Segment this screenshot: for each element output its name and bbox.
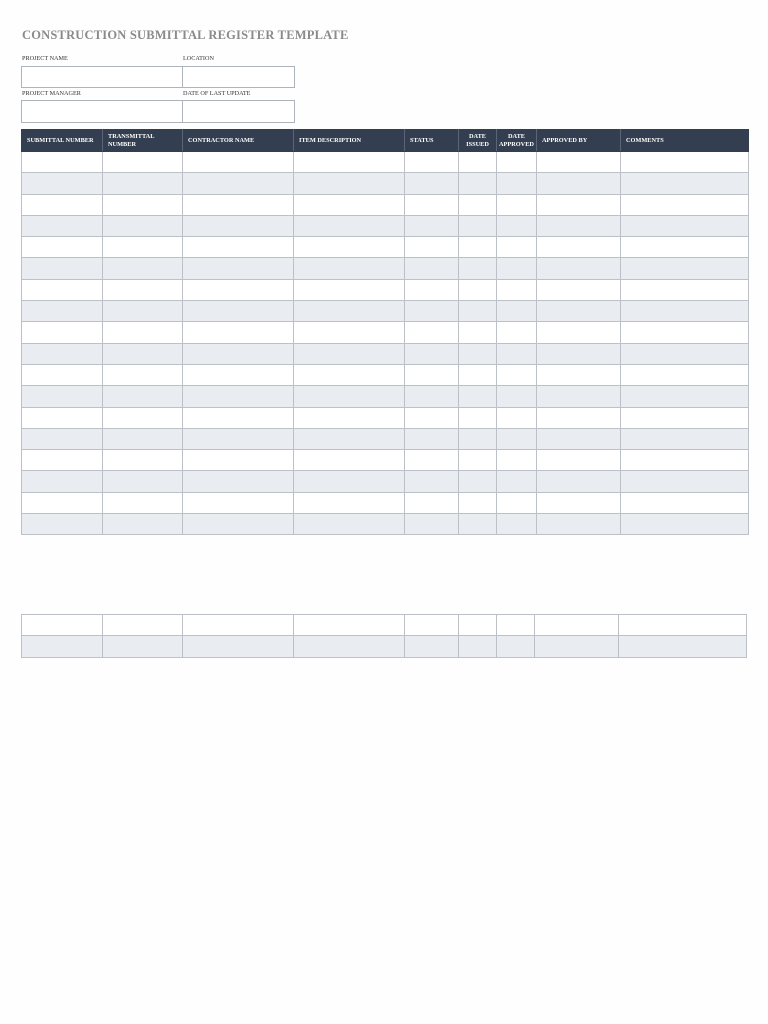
cell-submittal-number[interactable] <box>22 301 103 322</box>
cell-submittal-number[interactable] <box>22 152 103 173</box>
cell-date-issued[interactable] <box>459 471 497 492</box>
table-row <box>22 173 749 194</box>
cell-status[interactable] <box>405 194 459 215</box>
cell-contractor-name[interactable] <box>183 364 294 385</box>
cell-comments[interactable] <box>620 407 748 428</box>
cell-contractor-name[interactable] <box>183 636 294 657</box>
date-of-last-update-field[interactable] <box>182 100 295 123</box>
cell-approved-by[interactable] <box>536 450 620 471</box>
cell-status[interactable] <box>405 386 459 407</box>
cell-date-issued[interactable] <box>459 194 497 215</box>
cell-transmittal-number[interactable] <box>103 152 183 173</box>
cell-approved-by[interactable] <box>536 237 620 258</box>
cell-item-description[interactable] <box>294 194 405 215</box>
cell-contractor-name[interactable] <box>183 407 294 428</box>
cell-date-issued[interactable] <box>459 636 497 657</box>
cell-date-issued[interactable] <box>459 428 497 449</box>
cell-transmittal-number[interactable] <box>103 615 183 636</box>
cell-approved-by[interactable] <box>536 492 620 513</box>
cell-item-description[interactable] <box>294 514 405 535</box>
cell-date-approved[interactable] <box>497 514 537 535</box>
cell-date-issued[interactable] <box>459 407 497 428</box>
table-header-row <box>22 130 749 152</box>
cell-approved-by[interactable] <box>536 343 620 364</box>
project-manager-label: PROJECT MANAGER <box>22 90 81 97</box>
cell-item-description[interactable] <box>294 173 405 194</box>
cell-submittal-number[interactable] <box>22 636 103 657</box>
cell-comments[interactable] <box>620 492 748 513</box>
header-transmittal-number: TRANSMITTAL NUMBER <box>103 130 183 152</box>
cell-date-issued[interactable] <box>459 173 497 194</box>
cell-item-description[interactable] <box>294 343 405 364</box>
cell-comments[interactable] <box>620 279 748 300</box>
cell-date-approved[interactable] <box>497 615 535 636</box>
cell-contractor-name[interactable] <box>183 343 294 364</box>
cell-item-description[interactable] <box>294 237 405 258</box>
cell-comments[interactable] <box>620 173 748 194</box>
cell-comments[interactable] <box>620 514 748 535</box>
cell-comments[interactable] <box>619 636 747 657</box>
cell-comments[interactable] <box>620 194 748 215</box>
cell-comments[interactable] <box>619 615 747 636</box>
cell-item-description[interactable] <box>294 215 405 236</box>
cell-date-issued[interactable] <box>459 343 497 364</box>
cell-item-description[interactable] <box>294 407 405 428</box>
cell-transmittal-number[interactable] <box>103 215 183 236</box>
cell-date-approved[interactable] <box>497 471 537 492</box>
cell-submittal-number[interactable] <box>22 194 103 215</box>
cell-approved-by[interactable] <box>536 514 620 535</box>
cell-submittal-number[interactable] <box>22 615 103 636</box>
cell-transmittal-number[interactable] <box>103 450 183 471</box>
cell-approved-by[interactable] <box>536 258 620 279</box>
cell-comments[interactable] <box>620 450 748 471</box>
cell-status[interactable] <box>405 173 459 194</box>
cell-transmittal-number[interactable] <box>103 343 183 364</box>
cell-date-issued[interactable] <box>459 152 497 173</box>
cell-contractor-name[interactable] <box>183 215 294 236</box>
cell-approved-by[interactable] <box>536 364 620 385</box>
table-row <box>22 364 749 385</box>
cell-approved-by[interactable] <box>536 407 620 428</box>
cell-date-issued[interactable] <box>459 450 497 471</box>
cell-item-description[interactable] <box>294 492 405 513</box>
cell-date-issued[interactable] <box>459 279 497 300</box>
cell-contractor-name[interactable] <box>183 428 294 449</box>
cell-transmittal-number[interactable] <box>103 237 183 258</box>
cell-status[interactable] <box>405 322 459 343</box>
cell-contractor-name[interactable] <box>183 450 294 471</box>
cell-status[interactable] <box>405 514 459 535</box>
cell-submittal-number[interactable] <box>22 514 103 535</box>
cell-status[interactable] <box>405 237 459 258</box>
table-row <box>22 279 749 300</box>
table-row <box>22 514 749 535</box>
project-manager-field[interactable] <box>21 100 183 123</box>
cell-approved-by[interactable] <box>536 301 620 322</box>
table-row <box>22 258 749 279</box>
cell-submittal-number[interactable] <box>22 428 103 449</box>
cell-status[interactable] <box>405 364 459 385</box>
cell-transmittal-number[interactable] <box>103 258 183 279</box>
cell-date-approved[interactable] <box>497 258 537 279</box>
cell-transmittal-number[interactable] <box>103 301 183 322</box>
cell-item-description[interactable] <box>294 636 405 657</box>
cell-transmittal-number[interactable] <box>103 322 183 343</box>
cell-date-approved[interactable] <box>497 407 537 428</box>
cell-item-description[interactable] <box>294 386 405 407</box>
cell-approved-by[interactable] <box>536 152 620 173</box>
cell-status[interactable] <box>405 301 459 322</box>
header-comments: COMMENTS <box>620 130 748 152</box>
cell-contractor-name[interactable] <box>183 194 294 215</box>
cell-approved-by[interactable] <box>536 322 620 343</box>
cell-contractor-name[interactable] <box>183 471 294 492</box>
location-field[interactable] <box>182 66 295 88</box>
cell-status[interactable] <box>405 407 459 428</box>
table-row <box>22 215 749 236</box>
header-date-issued: DATE ISSUED <box>459 130 497 152</box>
cell-comments[interactable] <box>620 428 748 449</box>
cell-transmittal-number[interactable] <box>103 492 183 513</box>
cell-contractor-name[interactable] <box>183 152 294 173</box>
submittal-register-table <box>21 129 749 535</box>
cell-comments[interactable] <box>620 237 748 258</box>
cell-status[interactable] <box>405 636 459 657</box>
cell-transmittal-number[interactable] <box>103 471 183 492</box>
cell-status[interactable] <box>405 152 459 173</box>
table-row <box>22 237 749 258</box>
table-row <box>22 615 747 636</box>
cell-transmittal-number[interactable] <box>103 173 183 194</box>
cell-date-issued[interactable] <box>459 258 497 279</box>
cell-date-approved[interactable] <box>497 194 537 215</box>
table-row <box>22 428 749 449</box>
cell-date-approved[interactable] <box>497 215 537 236</box>
cell-date-issued[interactable] <box>459 514 497 535</box>
cell-transmittal-number[interactable] <box>103 194 183 215</box>
cell-item-description[interactable] <box>294 301 405 322</box>
table-row <box>22 343 749 364</box>
cell-transmittal-number[interactable] <box>103 514 183 535</box>
cell-transmittal-number[interactable] <box>103 636 183 657</box>
cell-contractor-name[interactable] <box>183 258 294 279</box>
cell-contractor-name[interactable] <box>183 322 294 343</box>
cell-comments[interactable] <box>620 301 748 322</box>
table-row <box>22 471 749 492</box>
cell-status[interactable] <box>405 215 459 236</box>
table-row <box>22 194 749 215</box>
cell-submittal-number[interactable] <box>22 279 103 300</box>
cell-approved-by[interactable] <box>536 386 620 407</box>
cell-date-approved[interactable] <box>497 279 537 300</box>
cell-comments[interactable] <box>620 215 748 236</box>
header-date-approved: DATE APPROVED <box>497 130 537 152</box>
cell-approved-by[interactable] <box>536 194 620 215</box>
cell-comments[interactable] <box>620 152 748 173</box>
cell-date-issued[interactable] <box>459 492 497 513</box>
cell-submittal-number[interactable] <box>22 215 103 236</box>
cell-contractor-name[interactable] <box>183 615 294 636</box>
cell-status[interactable] <box>405 279 459 300</box>
cell-date-issued[interactable] <box>459 237 497 258</box>
cell-submittal-number[interactable] <box>22 450 103 471</box>
cell-date-approved[interactable] <box>497 301 537 322</box>
cell-date-approved[interactable] <box>497 492 537 513</box>
cell-contractor-name[interactable] <box>183 514 294 535</box>
cell-comments[interactable] <box>620 364 748 385</box>
cell-date-approved[interactable] <box>497 343 537 364</box>
table-row <box>22 386 749 407</box>
cell-status[interactable] <box>405 428 459 449</box>
cell-contractor-name[interactable] <box>183 237 294 258</box>
cell-approved-by[interactable] <box>536 279 620 300</box>
cell-transmittal-number[interactable] <box>103 364 183 385</box>
cell-submittal-number[interactable] <box>22 322 103 343</box>
cell-item-description[interactable] <box>294 450 405 471</box>
cell-approved-by[interactable] <box>535 615 619 636</box>
table-body <box>22 152 749 535</box>
document-title: CONSTRUCTION SUBMITTAL REGISTER TEMPLATE <box>22 28 349 42</box>
cell-approved-by[interactable] <box>536 471 620 492</box>
cell-approved-by[interactable] <box>536 173 620 194</box>
cell-contractor-name[interactable] <box>183 173 294 194</box>
cell-item-description[interactable] <box>294 615 405 636</box>
cell-comments[interactable] <box>620 386 748 407</box>
cell-contractor-name[interactable] <box>183 301 294 322</box>
cell-item-description[interactable] <box>294 152 405 173</box>
cell-submittal-number[interactable] <box>22 258 103 279</box>
cell-contractor-name[interactable] <box>183 492 294 513</box>
cell-date-approved[interactable] <box>497 386 537 407</box>
table-row <box>22 322 749 343</box>
cell-approved-by[interactable] <box>535 636 619 657</box>
header-contractor-name: CONTRACTOR NAME <box>183 130 294 152</box>
cell-item-description[interactable] <box>294 322 405 343</box>
cell-date-approved[interactable] <box>497 428 537 449</box>
cell-approved-by[interactable] <box>536 215 620 236</box>
cell-date-approved[interactable] <box>497 636 535 657</box>
cell-submittal-number[interactable] <box>22 364 103 385</box>
cell-date-approved[interactable] <box>497 364 537 385</box>
table-row <box>22 450 749 471</box>
table-row <box>22 492 749 513</box>
cell-date-approved[interactable] <box>497 450 537 471</box>
cell-status[interactable] <box>405 615 459 636</box>
table-row <box>22 301 749 322</box>
project-name-field[interactable] <box>21 66 183 88</box>
cell-contractor-name[interactable] <box>183 386 294 407</box>
header-submittal-number: SUBMITTAL NUMBER <box>22 130 103 152</box>
cell-comments[interactable] <box>620 322 748 343</box>
cell-date-issued[interactable] <box>459 301 497 322</box>
cell-date-issued[interactable] <box>459 322 497 343</box>
cell-approved-by[interactable] <box>536 428 620 449</box>
project-name-label: PROJECT NAME <box>22 55 68 62</box>
cell-comments[interactable] <box>620 258 748 279</box>
cell-status[interactable] <box>405 471 459 492</box>
submittal-register-continuation-table <box>21 614 747 658</box>
cell-item-description[interactable] <box>294 428 405 449</box>
cell-date-issued[interactable] <box>459 386 497 407</box>
date-of-last-update-label: DATE OF LAST UPDATE <box>183 90 251 97</box>
cell-contractor-name[interactable] <box>183 279 294 300</box>
cell-comments[interactable] <box>620 343 748 364</box>
cell-item-description[interactable] <box>294 279 405 300</box>
table-row <box>22 636 747 657</box>
cell-submittal-number[interactable] <box>22 492 103 513</box>
cell-submittal-number[interactable] <box>22 343 103 364</box>
cell-status[interactable] <box>405 492 459 513</box>
cell-date-approved[interactable] <box>497 322 537 343</box>
header-status: STATUS <box>405 130 459 152</box>
cell-submittal-number[interactable] <box>22 173 103 194</box>
cell-comments[interactable] <box>620 471 748 492</box>
continuation-table-body <box>22 615 747 658</box>
cell-transmittal-number[interactable] <box>103 386 183 407</box>
cell-transmittal-number[interactable] <box>103 428 183 449</box>
cell-item-description[interactable] <box>294 258 405 279</box>
cell-submittal-number[interactable] <box>22 407 103 428</box>
header-approved-by: APPROVED BY <box>536 130 620 152</box>
cell-status[interactable] <box>405 450 459 471</box>
location-label: LOCATION <box>183 55 214 62</box>
header-item-description: ITEM DESCRIPTION <box>294 130 405 152</box>
cell-date-approved[interactable] <box>497 152 537 173</box>
cell-status[interactable] <box>405 343 459 364</box>
cell-date-issued[interactable] <box>459 615 497 636</box>
cell-item-description[interactable] <box>294 364 405 385</box>
cell-date-approved[interactable] <box>497 237 537 258</box>
cell-date-issued[interactable] <box>459 364 497 385</box>
cell-transmittal-number[interactable] <box>103 407 183 428</box>
cell-submittal-number[interactable] <box>22 386 103 407</box>
cell-transmittal-number[interactable] <box>103 279 183 300</box>
table-row <box>22 407 749 428</box>
cell-status[interactable] <box>405 258 459 279</box>
table-row <box>22 152 749 173</box>
cell-submittal-number[interactable] <box>22 471 103 492</box>
cell-item-description[interactable] <box>294 471 405 492</box>
cell-date-issued[interactable] <box>459 215 497 236</box>
cell-date-approved[interactable] <box>497 173 537 194</box>
cell-submittal-number[interactable] <box>22 237 103 258</box>
